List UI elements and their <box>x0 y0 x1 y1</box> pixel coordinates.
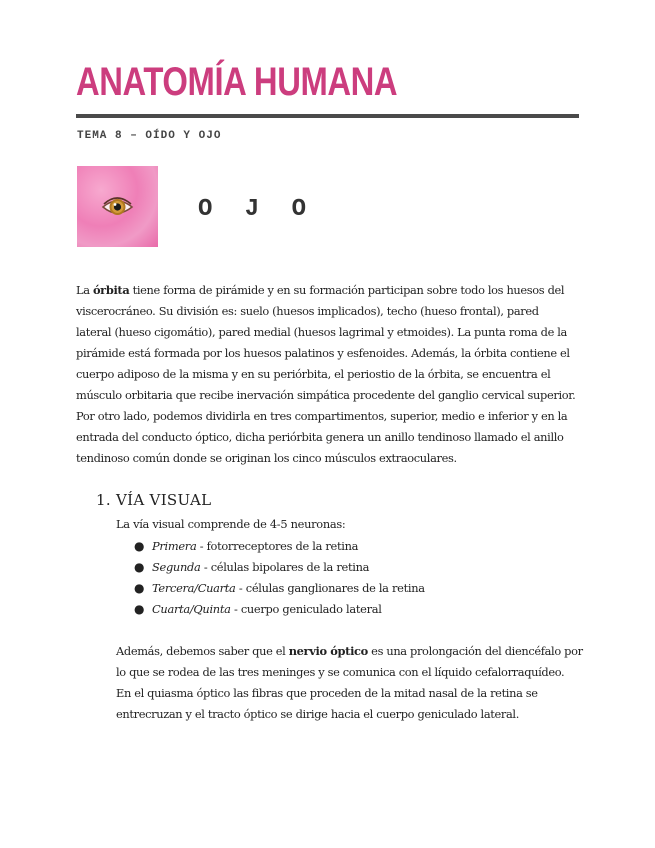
bullet-icon: ● <box>134 581 145 595</box>
eye-icon <box>77 166 158 247</box>
section-heading: O J O <box>198 196 316 223</box>
title-divider <box>76 114 579 118</box>
bullet-icon: ● <box>134 602 145 616</box>
optic-nerve-paragraph <box>116 641 586 725</box>
list-item: ● Tercera/Cuarta - células ganglionares de la retina <box>134 578 425 599</box>
neuron-list <box>134 536 425 620</box>
visual-pathway-intro: La vía visual comprende de 4-5 neuronas: <box>116 517 346 531</box>
orbit-term: órbita <box>92 283 130 297</box>
eye-image <box>77 166 158 247</box>
topic-subtitle: TEMA 8 – OÍDO Y OJO <box>77 130 222 142</box>
bullet-icon: ● <box>134 560 145 574</box>
visual-pathway-heading: 1. VÍA VISUAL <box>96 491 212 509</box>
optic-nerve-text: Además, debemos saber que el nervio óptico es una prolongación del diencéfalo por lo que se rodea de las tres meninges y se comunica con el líquido cefalorraquídeo. <box>116 644 583 679</box>
bullet-icon: ● <box>134 539 145 553</box>
orbit-paragraph: La órbita tiene forma de pirámide y en su formación participan sobre todo los huesos del viscerocráneo. Su división es: suelo (huesos implicados), techo (hueso frontal), pared lateral (hueso cigomátio), pared medial (huesos lagrimal y etmoides). La punta roma de la pirámide está formada por los huesos palatinos y esfenoides. Además, la órbita contiene el cuerpo adiposo de la misma y en su periórbita, el periostio de la órbita, se encuentra el músculo orbitaria que recibe inervación simpática procedente del ganglio cervical superior. Por otro lado, podemos dividirla en tres compartimentos, superior, medio e inferior y en la entrada del conducto óptico, dicha periórbita genera un anillo tendinoso llamado el anillo tendinoso común donde se originan los cinco músculos extraoculares. <box>76 283 576 465</box>
page-title: ANATOMÍA HUMANA <box>76 60 398 104</box>
optic-nerve-term: nervio óptico <box>288 644 368 658</box>
chiasm-text: En el quiasma óptico las fibras que proceden de la mitad nasal de la retina se entrecruzan y el tracto óptico se dirige hacia el cuerpo geniculado lateral. <box>116 686 538 721</box>
list-item: ● Cuarta/Quinta - cuerpo geniculado lateral <box>134 599 425 620</box>
list-item: ● Primera - fotorreceptores de la retina <box>134 536 425 557</box>
list-item: ● Segunda - células bipolares de la retina <box>134 557 425 578</box>
